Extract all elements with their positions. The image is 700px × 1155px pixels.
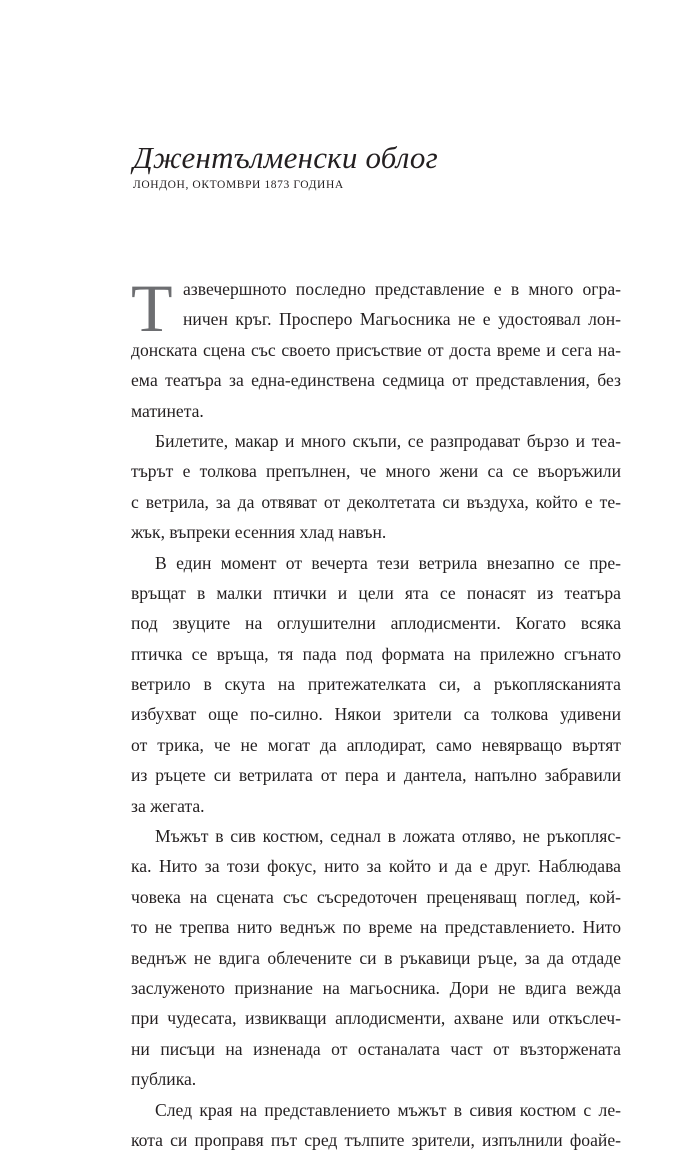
text-line: Билетите, макар и много скъпи, се разпродават бързо и теа- xyxy=(155,430,621,451)
text-line: веднъж не вдига облечените си в ръкавици ръце, за да отдаде xyxy=(131,947,621,968)
text-line: В един момент от вечерта тези ветрила внезапно се пре- xyxy=(155,552,621,573)
text-line: човека на сцената със съсредоточен преценяващ поглед, кой- xyxy=(131,886,621,907)
paragraph-4 xyxy=(131,821,621,1095)
text-line: ка. Нито за този фокус, нито за който и да е друг. Наблюдава xyxy=(131,856,621,877)
text-line: емa театъра за една-единствена седмица от представления, без xyxy=(131,370,621,391)
text-line: кота си проправя път сред тълпите зрители, изпълнили фоайе- xyxy=(131,1129,621,1150)
text-line: ветрило в скута на притежателката си, а ръкоплясканията xyxy=(131,674,621,695)
text-line: жък, въпреки есенния хлад навън. xyxy=(131,522,387,543)
chapter-title: Джентълменски облог xyxy=(133,140,438,175)
text-line: с ветрила, за да отвяват от деколтетата си въздуха, който е те- xyxy=(131,491,621,512)
chapter-subtitle: ЛОНДОН, ОКТОМВРИ 1873 ГОДИНА xyxy=(133,179,344,191)
text-line: заслуженото признание на магьосника. Дори не вдига вежда xyxy=(131,977,621,998)
text-line: под звуците на оглушителни аплодисменти. Когато всяка xyxy=(131,613,621,634)
paragraph-1 xyxy=(131,270,621,426)
text-line: Мъжът в сив костюм, седнал в ложата отляво, не ръкопляс- xyxy=(155,826,621,847)
text-line: ни писъци на изненада от останалата част от възторжената xyxy=(131,1038,621,1059)
text-line: търът е толкова препълнен, че много жени са се въоръжили xyxy=(131,461,621,482)
text-line: матинета. xyxy=(131,400,204,421)
text-line: избухват още по-силно. Някои зрители са толкова удивени xyxy=(131,704,621,725)
paragraph-5 xyxy=(131,1095,621,1155)
text-line: от трика, че не могат да аплодират, само невярващо въртят xyxy=(131,734,621,755)
text-line: донската сцена със своето присъствие от доста време и сега на- xyxy=(131,339,621,360)
text-line: при чудесата, извикващи аплодисменти, ахване или откъслеч- xyxy=(131,1008,621,1029)
text-line: за жегата. xyxy=(131,795,205,816)
text-line: птичка се връща, тя пада под формата на прилежно сгънато xyxy=(131,643,621,664)
drop-cap: Т xyxy=(131,270,173,346)
text-line: публика. xyxy=(131,1069,197,1090)
text-line: азвечершното последно представление е в много огра- xyxy=(183,279,621,299)
text-line: След края на представлението мъжът в сивия костюм с ле- xyxy=(155,1099,621,1120)
text-line: връщат в малки птички и цели ята се понасят из театъра xyxy=(131,582,621,603)
text-line: то не трепва нито веднъж по време на представлението. Нито xyxy=(131,917,621,938)
text-line: из ръцете си ветрилата от пера и дантела, напълно забравили xyxy=(131,765,621,786)
paragraph-2 xyxy=(131,426,621,548)
paragraph-3 xyxy=(131,548,621,822)
text-line: ничен кръг. Просперо Магьосника не е удостоявал лон- xyxy=(183,309,621,330)
body-text xyxy=(131,270,621,1155)
